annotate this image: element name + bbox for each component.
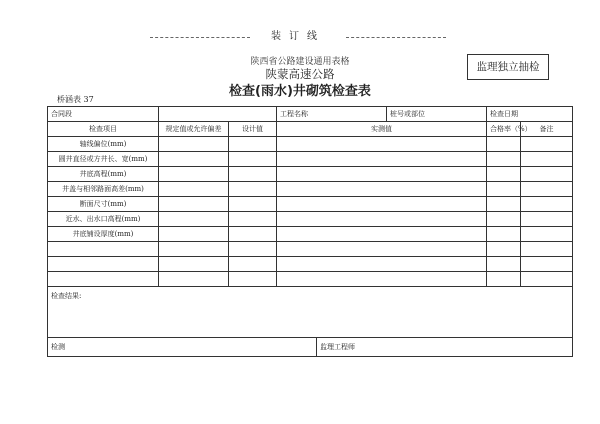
col-remark: 备注: [521, 122, 573, 137]
organization-name: 陕蒙高速公路: [265, 67, 335, 81]
form-number: 桥涵表 37: [57, 95, 94, 104]
remark-cell[interactable]: [521, 257, 573, 272]
design-cell[interactable]: [229, 137, 277, 152]
item-label: 井底高程(mm): [48, 167, 159, 182]
design-cell[interactable]: [229, 152, 277, 167]
item-cell[interactable]: [48, 257, 159, 272]
spec-cell[interactable]: [159, 137, 229, 152]
engineer-cell[interactable]: [317, 338, 573, 357]
measured-cell[interactable]: [277, 227, 487, 242]
spec-cell[interactable]: [159, 257, 229, 272]
col-measured: 实测值: [277, 122, 487, 137]
design-cell[interactable]: [229, 182, 277, 197]
remark-cell[interactable]: [521, 242, 573, 257]
inspector-cell[interactable]: [48, 338, 317, 357]
item-label: 井底铺设厚度(mm): [48, 227, 159, 242]
pass-rate-cell[interactable]: [487, 182, 521, 197]
pass-rate-cell[interactable]: [487, 242, 521, 257]
spec-cell[interactable]: [159, 227, 229, 242]
design-cell[interactable]: [229, 227, 277, 242]
pass-rate-cell[interactable]: [487, 272, 521, 287]
measured-cell[interactable]: [277, 242, 487, 257]
project-label: 工程名称: [277, 107, 387, 122]
binding-line: [150, 30, 446, 44]
remark-cell[interactable]: [521, 152, 573, 167]
form-title: 检查(雨水)井砌筑检查表: [229, 84, 371, 99]
empty-row: [48, 257, 573, 272]
design-cell[interactable]: [229, 242, 277, 257]
item-row: [48, 197, 573, 212]
pass-rate-cell[interactable]: [487, 137, 521, 152]
remark-cell[interactable]: [521, 227, 573, 242]
remark-cell[interactable]: [521, 197, 573, 212]
item-row: [48, 167, 573, 182]
result-row: [48, 287, 573, 338]
binding-dash-left: [150, 37, 250, 38]
result-cell[interactable]: [48, 287, 573, 338]
supervision-stamp: 监理独立抽检: [467, 54, 549, 80]
item-row: [48, 137, 573, 152]
empty-row: [48, 242, 573, 257]
item-cell[interactable]: [48, 272, 159, 287]
date-label: 检查日期: [487, 107, 573, 122]
station-label: 桩号或部位: [387, 107, 487, 122]
spec-cell[interactable]: [159, 212, 229, 227]
binding-dash-right: [346, 37, 446, 38]
measured-cell[interactable]: [277, 197, 487, 212]
signature-row: [48, 338, 573, 357]
contract-value[interactable]: [159, 107, 277, 122]
column-header-row: [48, 122, 573, 137]
item-label: 轴线偏位(mm): [48, 137, 159, 152]
design-cell[interactable]: [229, 197, 277, 212]
col-pass-rate: 合格率（%）: [487, 122, 521, 137]
contract-label: 合同段: [48, 107, 159, 122]
design-cell[interactable]: [229, 167, 277, 182]
design-cell[interactable]: [229, 272, 277, 287]
remark-cell[interactable]: [521, 137, 573, 152]
remark-cell[interactable]: [521, 212, 573, 227]
measured-cell[interactable]: [277, 182, 487, 197]
form-subtitle: 陕西省公路建设通用表格: [250, 57, 350, 67]
col-item: 检查项目: [48, 122, 159, 137]
measured-cell[interactable]: [277, 152, 487, 167]
item-row: [48, 227, 573, 242]
pass-rate-cell[interactable]: [487, 152, 521, 167]
measured-cell[interactable]: [277, 212, 487, 227]
empty-row: [48, 272, 573, 287]
remark-cell[interactable]: [521, 167, 573, 182]
measured-cell[interactable]: [277, 272, 487, 287]
binding-label: 装订线: [271, 31, 325, 42]
item-label: 近水、出水口高程(mm): [48, 212, 159, 227]
pass-rate-cell[interactable]: [487, 257, 521, 272]
measured-cell[interactable]: [277, 167, 487, 182]
pass-rate-cell[interactable]: [487, 227, 521, 242]
info-row: [48, 107, 573, 122]
pass-rate-cell[interactable]: [487, 212, 521, 227]
item-label: 井盖与相邻路面高差(mm): [48, 182, 159, 197]
spec-cell[interactable]: [159, 197, 229, 212]
spec-cell[interactable]: [159, 272, 229, 287]
measured-cell[interactable]: [277, 257, 487, 272]
spec-cell[interactable]: [159, 182, 229, 197]
spec-cell[interactable]: [159, 242, 229, 257]
inspector-label: 检测: [51, 343, 65, 351]
item-row: [48, 152, 573, 167]
result-label: 检查结果:: [51, 292, 82, 300]
pass-rate-cell[interactable]: [487, 167, 521, 182]
remark-cell[interactable]: [521, 272, 573, 287]
spec-cell[interactable]: [159, 167, 229, 182]
col-spec: 规定值或允许偏差: [159, 122, 229, 137]
measured-cell[interactable]: [277, 137, 487, 152]
item-label: 断面尺寸(mm): [48, 197, 159, 212]
item-row: [48, 182, 573, 197]
item-cell[interactable]: [48, 242, 159, 257]
item-row: [48, 212, 573, 227]
design-cell[interactable]: [229, 257, 277, 272]
col-design: 设计值: [229, 122, 277, 137]
design-cell[interactable]: [229, 212, 277, 227]
item-label: 圆井直径或方井长、宽(mm): [48, 152, 159, 167]
inspection-table: [47, 106, 573, 357]
remark-cell[interactable]: [521, 182, 573, 197]
engineer-label: 监理工程师: [320, 343, 355, 351]
spec-cell[interactable]: [159, 152, 229, 167]
pass-rate-cell[interactable]: [487, 197, 521, 212]
